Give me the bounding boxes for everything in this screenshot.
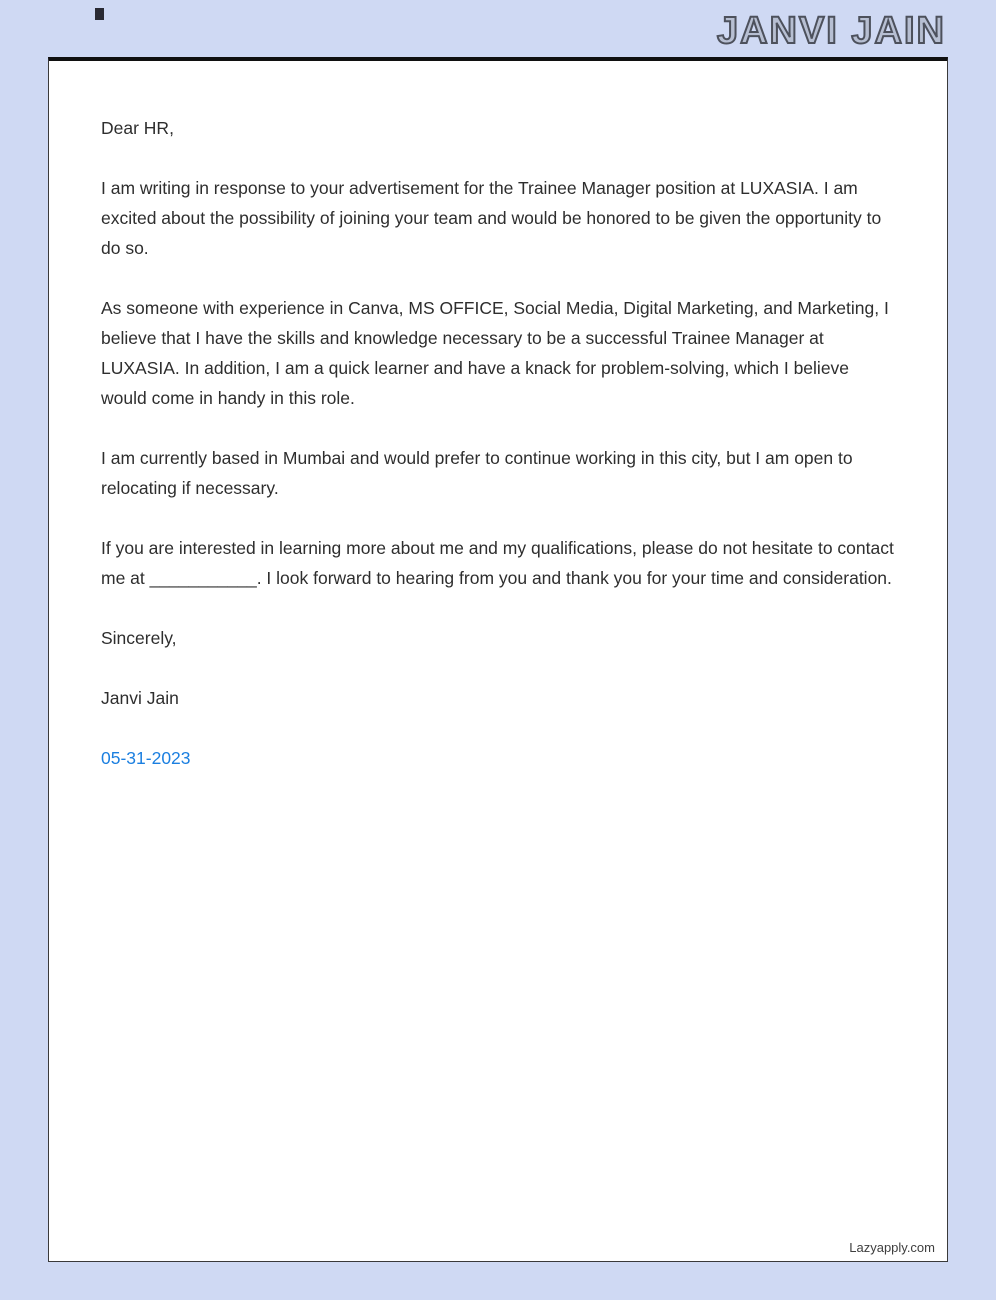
closing: Sincerely, bbox=[101, 628, 177, 648]
paragraph-4: If you are interested in learning more about me and my qualifications, please do not hesitate to contact me at ___________. I look forward to hearing from you and thank you for your time and consideration. bbox=[101, 538, 894, 588]
salutation: Dear HR, bbox=[101, 118, 174, 138]
paragraph-1: I am writing in response to your advertisement for the Trainee Manager position at LUXASIA. I am excited about the possibility of joining your team and would be honored to be given the opportunity to do so. bbox=[101, 178, 882, 258]
paragraph-2: As someone with experience in Canva, MS OFFICE, Social Media, Digital Marketing, and Marketing, I believe that I have the skills and knowledge necessary to be a successful Trainee Manager at LUXASIA. In addition, I am a quick learner and have a knack for problem-solving, which I believe would come in handy in this role. bbox=[101, 298, 889, 408]
page-title: JANVI JAIN bbox=[716, 10, 946, 52]
letter-body bbox=[49, 61, 947, 773]
date-link[interactable]: 05-31-2023 bbox=[101, 748, 191, 768]
signature: Janvi Jain bbox=[101, 688, 179, 708]
letter-page bbox=[48, 57, 948, 1262]
paragraph-3: I am currently based in Mumbai and would prefer to continue working in this city, but I am open to relocating if necessary. bbox=[101, 448, 853, 498]
watermark: Lazyapply.com bbox=[849, 1240, 935, 1255]
corner-mark bbox=[95, 8, 104, 20]
